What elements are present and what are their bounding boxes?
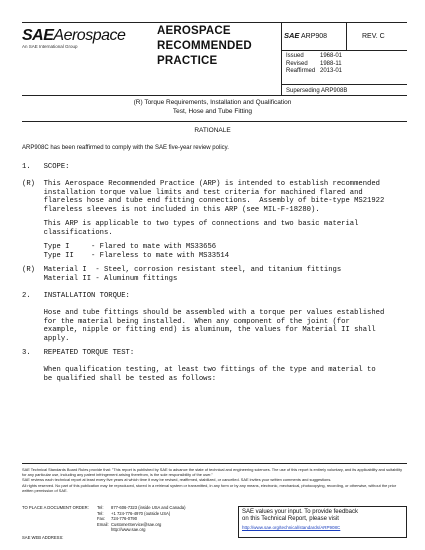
date-value: 2013-01 [320, 68, 343, 74]
title-line-2: RECOMMENDED [157, 40, 252, 52]
contact-value: +1 724-776-4970 (outside USA) [111, 510, 171, 516]
doc-title-line-1: (R) Torque Requirements, Installation and Qualification [133, 99, 292, 106]
contact-label: Tel: [97, 510, 104, 516]
footer-para-2: SAE reviews each technical report at least every five years at which time it may be revised, reaffirmed, stabilized, or cancelled. SAE invites your written comments and suggestions. [22, 477, 332, 483]
title-bottom-rule [22, 121, 407, 122]
email-link[interactable]: CustomerService@sae.org [111, 521, 162, 527]
section-1-paragraph-1: (R) This Aerospace Recommended Practice (ARP) is intended to establish recommended installation torque value limits and test criteria for machined flared and flareless hose and tube end fitting connections. Assembly of bite-type MS21922 flareless sleeves is not included in this ARP (see MIL-F-18280). [22, 180, 385, 214]
document-title [0, 99, 425, 116]
logo-tagline: An SAE International Group [22, 44, 78, 49]
contact-label: Tel: [97, 505, 104, 510]
rationale-text: ARP908C has been reaffirmed to comply with the SAE five-year review policy. [22, 145, 229, 151]
date-value: 1968-01 [320, 53, 343, 59]
footer-para-1: SAE Technical Standards Board Rules provide that: "This report is published by SAE to advance the state of technical and engineering sciences. The use of this report is entirely voluntary, and its applicability and suitability for any particular use, including any patent infringement arising therefrom, is the sole responsibility of the user." [22, 467, 403, 478]
section-1-heading: 1. SCOPE: [22, 163, 70, 171]
date-label: Issued [286, 53, 304, 59]
section-2-heading: 2. INSTALLATION TORQUE: [22, 292, 130, 300]
date-row [286, 61, 342, 69]
feedback-line-1: SAE values your input. To provide feedback [242, 509, 358, 515]
title-line-1: AEROSPACE [157, 25, 231, 37]
date-label: Reaffirmed [286, 68, 316, 74]
rationale-heading: RATIONALE [194, 127, 231, 134]
document-type-title [157, 24, 252, 69]
doc-number: ARP908 [300, 33, 328, 40]
header-top-rule [22, 22, 407, 23]
feedback-link[interactable]: http://www.sae.org/technical/standards/ARP908C [242, 524, 341, 530]
section-2-paragraph: Hose and tube fittings should be assembled with a torque per values established for the material being installed. When any component of the joint (for example, nipple or fitting end) is aluminum, the values for Material II shall apply. [43, 309, 385, 343]
doc-title-line-2: Test, Hose and Tube Fitting [172, 107, 253, 115]
logo-sae-text: SAE [22, 27, 54, 44]
website-link[interactable]: http://www.sae.org [111, 527, 146, 533]
section-3-paragraph: When qualification testing, at least two fittings of the type and material to be qualified shall be tested as follows: [43, 366, 376, 383]
header-dates-rule [281, 84, 407, 85]
contact-label: Email: [97, 521, 109, 527]
header-bottom-rule [22, 95, 407, 96]
title-line-3: PRACTICE [157, 55, 218, 67]
order-contact [22, 505, 186, 533]
section-3-heading: 3. REPEATED TORQUE TEST: [22, 349, 135, 357]
date-value: 1988-11 [320, 60, 342, 67]
date-label: Revised [286, 60, 308, 67]
contact-value: 877-606-7323 (inside USA and Canada) [111, 505, 186, 510]
document-number [284, 31, 327, 40]
date-row [286, 68, 342, 76]
superseding-note: Superseding ARP908B [286, 88, 348, 94]
feedback-box [238, 506, 407, 538]
footer-top-rule [22, 463, 407, 464]
footer-para-3: All rights reserved. No part of this publication may be reproduced, stored in a retrieval system or transmitted, in any form or by any means, electronic, mechanical, photocopying, recording, or otherwise, without the prior written permission of SAE. [22, 482, 397, 493]
section-1-paragraph-2: This ARP is applicable to two types of connections and two basic material classifications. [43, 220, 359, 237]
sae-aerospace-logo [22, 27, 125, 45]
material-classes: (R) Material I - Steel, corrosion resistant steel, and titanium fittings Material II - Aluminum fittings [22, 266, 342, 283]
connection-types: Type I - Flared to mate with MS33656 Type II - Flareless to mate with MS33514 [43, 243, 230, 260]
footer-notices [22, 467, 407, 493]
header-divider-rev [346, 22, 347, 50]
footer-code: SAE WEB ADDRESS: [22, 535, 64, 540]
logo-aerospace-text: Aerospace [53, 27, 126, 44]
feedback-line-2: on this Technical Report, please visit [242, 516, 339, 523]
date-row [286, 53, 342, 61]
date-history [286, 53, 342, 76]
doc-prefix: SAE [284, 31, 300, 40]
contact-label: Fax: [97, 516, 106, 522]
header-number-rule [281, 50, 407, 51]
order-label: TO PLACE A DOCUMENT ORDER: [22, 505, 89, 510]
revision-label: REV. C [362, 33, 385, 40]
contact-value: 724-776-0790 [111, 516, 138, 522]
